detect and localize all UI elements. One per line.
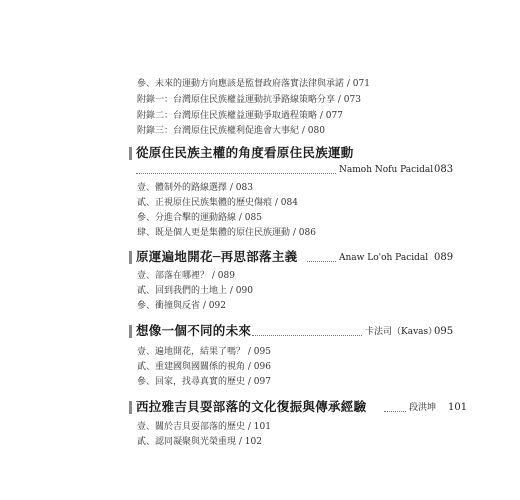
section-page-number: 101 xyxy=(448,402,468,413)
section-title: 想像一個不同的未來 xyxy=(136,323,252,338)
toc-item: 壹、部落在哪裡？ / 089 xyxy=(137,271,235,281)
section-marker xyxy=(129,325,132,338)
toc-item: 附錄一：台灣原住民族權益運動抗爭路線策略分享 / 073 xyxy=(137,95,361,105)
toc-item: 貳、重建國與國關係的視角 / 096 xyxy=(137,362,271,372)
toc-item: 壹、關於吉貝耍部落的歷史 / 101 xyxy=(137,422,271,432)
toc-item: 壹、體制外的路線選擇 / 083 xyxy=(137,183,253,193)
section-title: 從原住民族主權的角度看原住民族運動 xyxy=(136,145,354,160)
toc-item: 肆、既是個人更是集體的原住民族運動 / 086 xyxy=(137,228,316,238)
section-author: Anaw Lo'oh Pacidal xyxy=(339,253,429,263)
toc-item: 參、未來的運動方向應該是監督政府落實法律與承諾 / 071 xyxy=(137,79,370,89)
toc-item: 貳、認同凝聚與光榮重現 / 102 xyxy=(137,437,262,447)
section-title: 西拉雅吉貝耍部落的文化復振與傳承經驗 xyxy=(136,399,367,414)
section-page-number: 083 xyxy=(434,164,454,175)
section-page-number: 095 xyxy=(434,326,454,337)
toc-item: 參、分進合擊的運動路線 / 085 xyxy=(137,213,262,223)
section-page-number: 089 xyxy=(434,252,454,263)
toc-item: 貳、正視原住民族集體的歷史傷痕 / 084 xyxy=(137,198,298,208)
toc-item: 附錄二：台灣原住民族權益運動爭取過程策略 / 077 xyxy=(137,111,343,121)
toc-item: 附錄三：台灣原住民族權利促進會大事紀 / 080 xyxy=(137,126,325,136)
toc-item: 貳、回到我們的土地上 / 090 xyxy=(137,286,253,296)
section-marker xyxy=(129,251,132,264)
section-author: 卡法司（Kavas） xyxy=(365,327,438,337)
section-marker xyxy=(129,147,132,160)
leader-dots xyxy=(384,411,406,412)
section-author: 段洪坤 xyxy=(409,403,437,413)
section-title: 原運遍地開花─再思部落主義 xyxy=(136,249,298,264)
leader-dots xyxy=(252,335,362,336)
toc-item: 壹、遍地開花，結果了嗎？ / 095 xyxy=(137,347,271,357)
leader-dots xyxy=(136,173,336,174)
toc-item: 參、回家，找尋真實的歷史 / 097 xyxy=(137,377,271,387)
leader-dots xyxy=(307,261,336,262)
toc-item: 參、衝撞與反省 / 092 xyxy=(137,301,226,311)
section-author: Namoh Nofu Pacidal xyxy=(339,165,434,175)
section-marker xyxy=(129,401,132,414)
